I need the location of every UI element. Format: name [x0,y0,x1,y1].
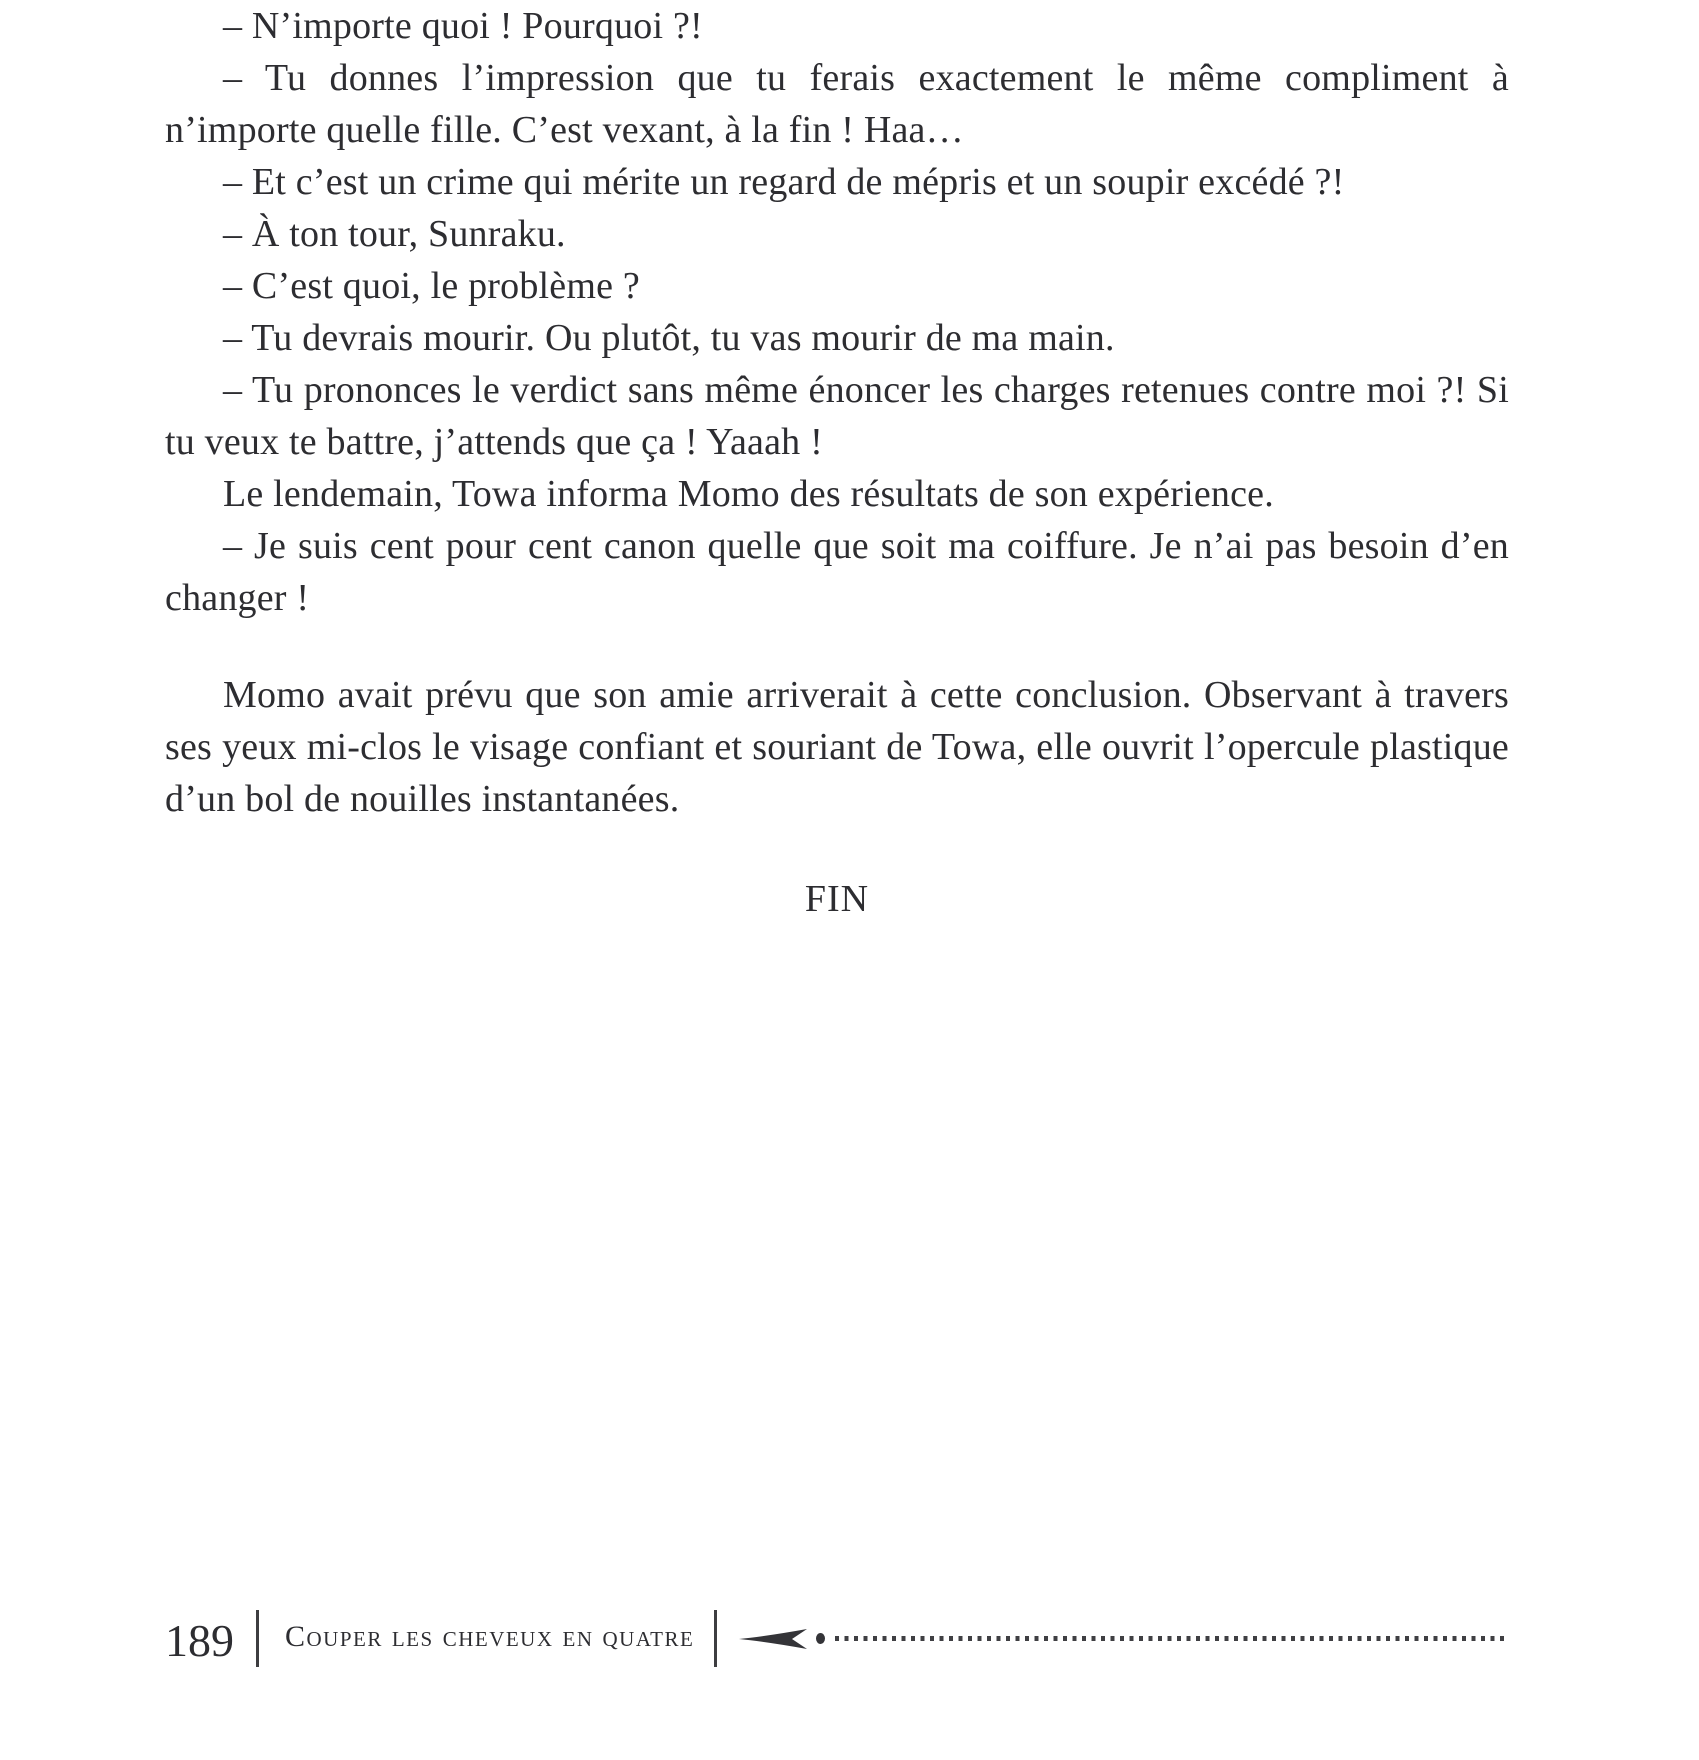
arrow-left-icon [739,1627,809,1651]
paragraph: – C’est quoi, le problème ? [223,265,640,307]
dotted-line [835,1636,1509,1641]
paragraph: – N’importe quoi ! Pourquoi ?! [223,5,703,47]
paragraph: – Tu donnes l’impression que tu ferais exactement le même compliment à n’importe quelle fille. C’est vexant, à la fin ! Haa… [165,57,1509,151]
page-content [165,0,1509,925]
fin-label: FIN [804,878,870,920]
page-footer [165,1610,1509,1667]
paragraph: – Tu prononces le verdict sans même énoncer les charges retenues contre moi ?! Si tu veux te battre, j’attends que ça ! Yaaah ! [165,369,1509,463]
paragraph: – Et c’est un crime qui mérite un regard de mépris et un soupir excédé ?! [223,161,1345,203]
paragraph: Momo avait prévu que son amie arriverait à cette conclusion. Observant à travers ses yeux mi-clos le visage confiant et souriant de Towa, elle ouvrit l’opercule plastique d’un bol de nouilles instantanées. [165,674,1509,820]
dot-icon [816,1633,825,1644]
footer-divider [256,1610,259,1667]
footer-divider [714,1610,717,1667]
page-number: 189 [165,1614,234,1666]
paragraph: Le lendemain, Towa informa Momo des résultats de son expérience. [223,473,1274,515]
paragraph: – Je suis cent pour cent canon quelle que soit ma coiffure. Je n’ai pas besoin d’en changer ! [165,525,1509,619]
chapter-title: Couper les cheveux en quatre [285,1619,695,1653]
paragraph: – Tu devrais mourir. Ou plutôt, tu vas mourir de ma main. [223,317,1115,359]
paragraph: – À ton tour, Sunraku. [223,213,566,255]
